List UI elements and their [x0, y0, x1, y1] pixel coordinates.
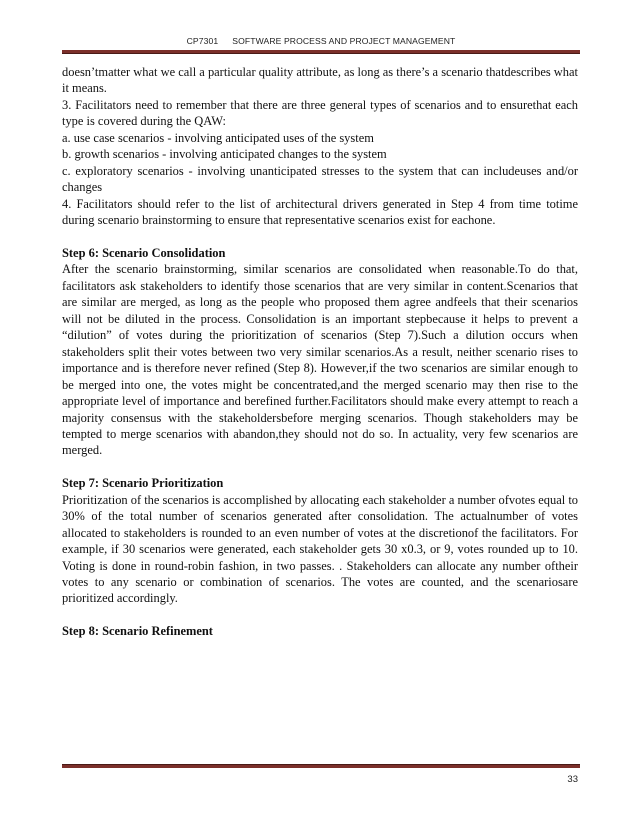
step6-heading: Step 6: Scenario Consolidation [62, 245, 226, 260]
header-rule [62, 50, 580, 54]
spacer [62, 607, 578, 623]
spacer [62, 459, 578, 475]
footer-rule [62, 764, 580, 768]
spacer [62, 229, 578, 245]
list-item-use-case: a. use case scenarios - involving anticipated uses of the system [62, 130, 374, 145]
page-body [62, 64, 578, 640]
paragraph-item-3: 3. Facilitators need to remember that there are three general types of scenarios and to ensurethat each type is covered during the QAW: [62, 97, 578, 129]
list-item-exploratory: c. exploratory scenarios - involving unanticipated stresses to the system that can includeuses and/or changes [62, 163, 578, 195]
page-number: 33 [567, 774, 578, 785]
header-course-code: CP7301 [186, 36, 219, 46]
step6-paragraph: After the scenario brainstorming, similar scenarios are consolidated when reasonable.To do that, facilitators ask stakeholders to identify those scenarios that are very similar in content.Scenarios that are similar are merged, as long as the people who proposed them agree andfeels that their scenarios will not be diluted in the process. Consolidation is an important stepbecause it helps to prevent a “dilution” of votes during the prioritization of scenarios (Step 7).Such a dilution occurs when stakeholders split their votes between two very similar scenarios.As a result, neither scenario rises to importance and is therefore never refined (Step 8). However,if the two scenarios are similar enough to be merged into one, the votes might be concentrated,and the merged scenario may then rise to the appropriate level of importance and berefined further.Facilitators should make every attempt to reach a majority consensus with the stakeholdersbefore merging scenarios. Though stakeholders may be tempted to merge scenarios with abandon,they should not do so. In actuality, very few scenarios are merged. [62, 262, 578, 458]
running-header [62, 36, 580, 46]
paragraph-item-4: 4. Facilitators should refer to the list of architectural drivers generated in Step 4 from time totime during scenario brainstorming to ensure that representative scenarios exist for eachone. [62, 196, 578, 228]
header-course-title: SOFTWARE PROCESS AND PROJECT MANAGEMENT [232, 36, 456, 46]
step7-paragraph: Prioritization of the scenarios is accomplished by allocating each stakeholder a number ofvotes equal to 30% of the total number of scenarios generated after consolidation. The actualnumber of votes allocated to stakeholders is rounded to an even number of votes at the discretionof the facilitators. For example, if 30 scenarios were generated, each stakeholder gets 30 x0.3, or 9, votes rounded up to 10. Voting is done in round-robin fashion, in two passes. . Stakeholders can allocate any number oftheir votes to any scenario or combination of scenarios. The votes are counted, and the scenariosare prioritized accordingly. [62, 492, 578, 606]
paragraph-continuation: doesn’tmatter what we call a particular quality attribute, as long as there’s a scenario thatdescribes what it means. [62, 65, 578, 96]
step7-heading: Step 7: Scenario Prioritization [62, 476, 224, 491]
list-item-growth: b. growth scenarios - involving anticipated changes to the system [62, 147, 387, 162]
step8-heading: Step 8: Scenario Refinement [62, 624, 213, 639]
